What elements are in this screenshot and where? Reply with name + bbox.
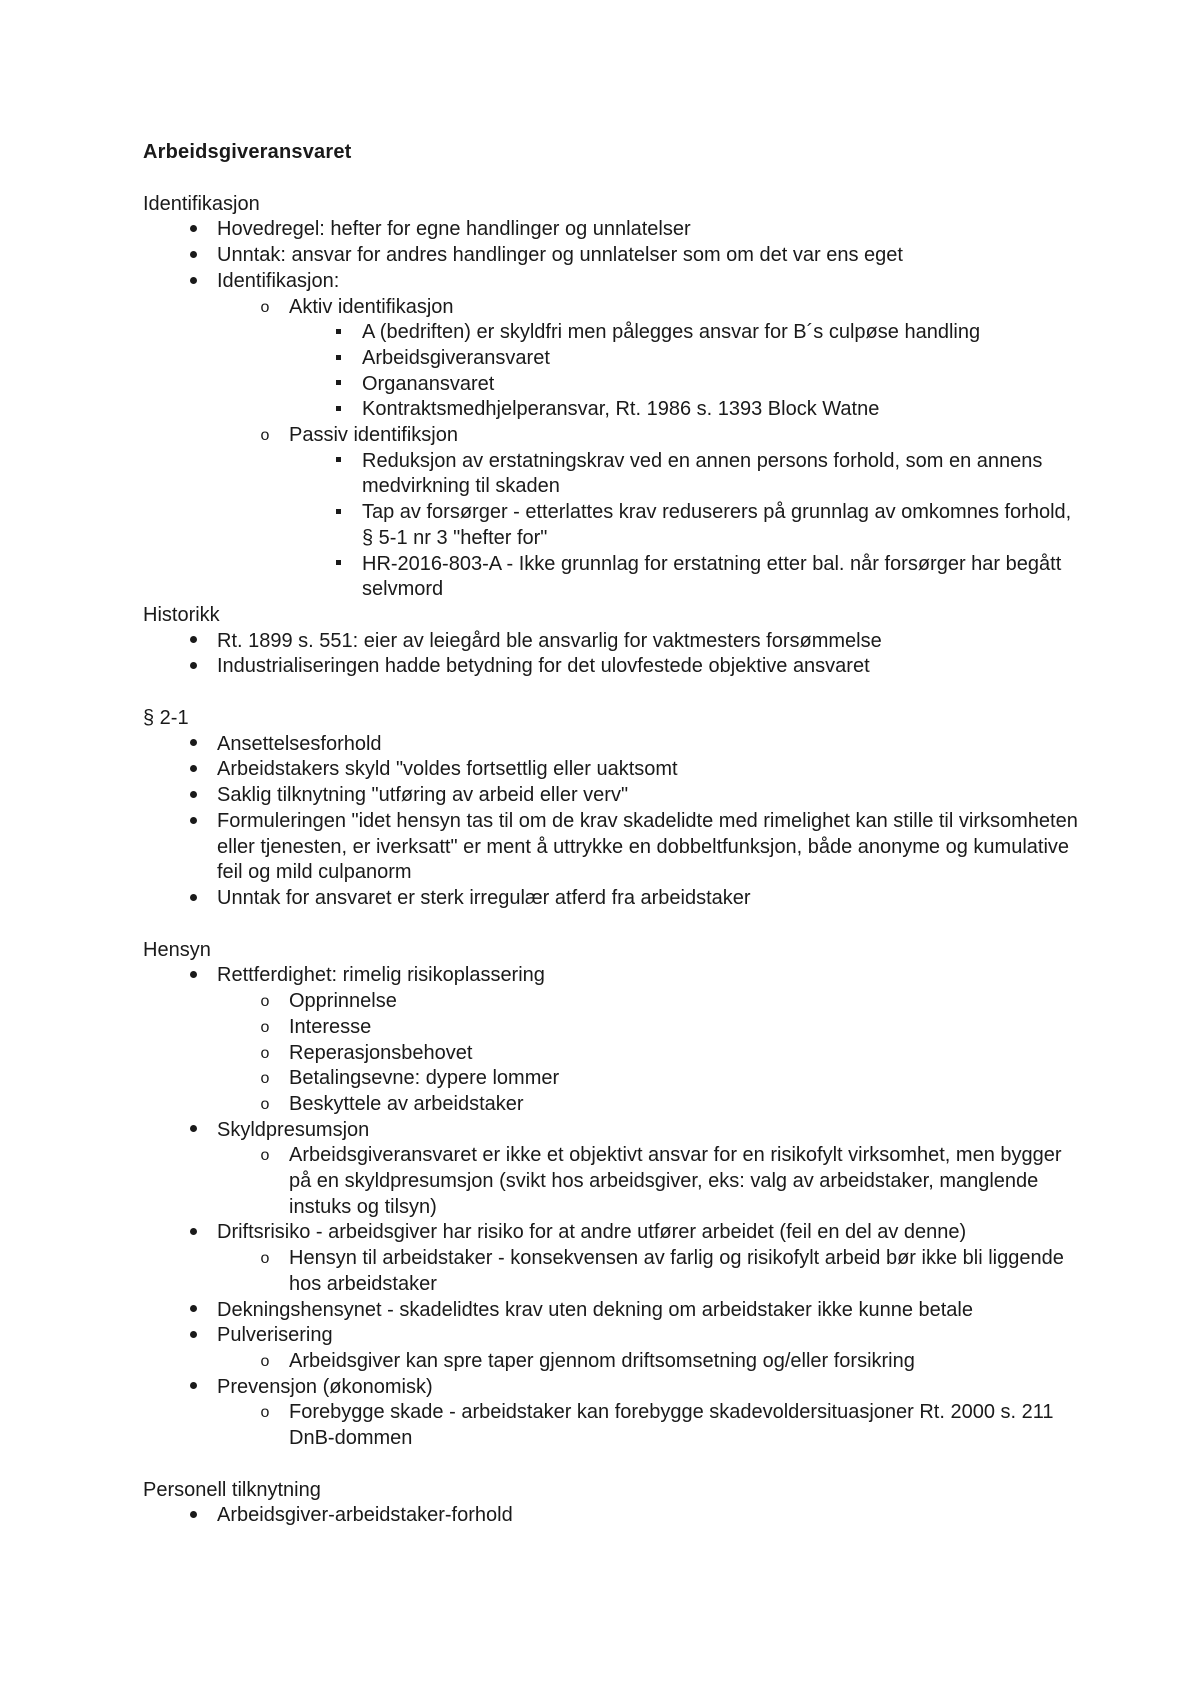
bullet-icon bbox=[183, 783, 203, 809]
circle-bullet-icon: o bbox=[260, 1404, 270, 1422]
bullet-icon bbox=[183, 243, 203, 269]
section-heading-historikk: Historikk bbox=[143, 603, 220, 626]
list-item: Pulverisering bbox=[143, 1323, 1083, 1349]
list-item: o Opprinnelse bbox=[143, 989, 1083, 1015]
list-item: Skyldpresumsjon bbox=[143, 1118, 1083, 1144]
list-item: A (bedriften) er skyldfri men pålegges ansvar for B´s culpøse handling bbox=[143, 320, 1083, 346]
bullet-icon bbox=[183, 1118, 203, 1144]
bullet-icon bbox=[183, 963, 203, 989]
list-item: o Betalingsevne: dypere lommer bbox=[143, 1066, 1083, 1092]
list-item: Arbeidstakers skyld "voldes fortsettlig eller uaktsomt bbox=[143, 757, 1083, 783]
document-title: Arbeidsgiveransvaret bbox=[143, 141, 352, 163]
circle-bullet-icon: o bbox=[260, 1070, 270, 1088]
circle-bullet-icon: o bbox=[260, 1095, 270, 1113]
identifikasjon-list bbox=[143, 217, 1083, 294]
list-item: o Arbeidsgiveransvaret er ikke et objektivt ansvar for en risikofylt virksomhet, men bygger på en skyldpresumsjon (svikt hos arbeidsgiver, eks: valg av arbeidstaker, manglende instuks og tilsyn) bbox=[143, 1143, 1083, 1220]
personell-list bbox=[143, 1503, 1083, 1529]
list-item: Saklig tilknytning "utføring av arbeid eller verv" bbox=[143, 783, 1083, 809]
list-item: Prevensjon (økonomisk) bbox=[143, 1375, 1083, 1401]
list-item: Arbeidsgiver-arbeidstaker-forhold bbox=[143, 1503, 1083, 1529]
circle-bullet-icon: o bbox=[260, 1147, 270, 1165]
bullet-icon bbox=[183, 629, 203, 655]
list-item: Industrialiseringen hadde betydning for det ulovfestede objektive ansvaret bbox=[143, 654, 1083, 680]
hensyn-list bbox=[143, 1375, 1083, 1401]
list-item: Rt. 1899 s. 551: eier av leiegård ble ansvarlig for vaktmesters forsømmelse bbox=[143, 629, 1083, 655]
list-item: o Arbeidsgiver kan spre taper gjennom driftsomsetning og/eller forsikring bbox=[143, 1349, 1083, 1375]
list-item: Reduksjon av erstatningskrav ved en annen persons forhold, som en annens medvirkning til skaden bbox=[143, 449, 1083, 500]
bullet-icon bbox=[183, 1220, 203, 1246]
list-item: o Forebygge skade - arbeidstaker kan forebygge skadevoldersituasjoner Rt. 2000 s. 211 DnB-dommen bbox=[143, 1400, 1083, 1451]
list-item: Arbeidsgiveransvaret bbox=[143, 346, 1083, 372]
list-item: Dekningshensynet - skadelidtes krav uten dekning om arbeidstaker ikke kunne betale bbox=[143, 1298, 1083, 1324]
list-item: o Hensyn til arbeidstaker - konsekvensen av farlig og risikofylt arbeid bør ikke bli liggende hos arbeidstaker bbox=[143, 1246, 1083, 1297]
section-heading-hensyn: Hensyn bbox=[143, 938, 211, 961]
circle-bullet-icon: o bbox=[260, 298, 270, 316]
hensyn-list bbox=[143, 963, 1083, 989]
list-item: Tap av forsørger - etterlattes krav reduserers på grunnlag av omkomnes forhold, § 5-1 nr 3 "hefter for" bbox=[143, 500, 1083, 551]
paragraf-list bbox=[143, 732, 1083, 912]
passiv-identifikasjon-list bbox=[143, 449, 1083, 603]
square-bullet-icon bbox=[328, 372, 348, 398]
circle-bullet-icon: o bbox=[260, 1352, 270, 1370]
circle-bullet-icon: o bbox=[260, 993, 270, 1011]
hensyn-list bbox=[143, 1298, 1083, 1349]
square-bullet-icon bbox=[328, 397, 348, 423]
bullet-icon bbox=[183, 269, 203, 295]
spacer bbox=[143, 680, 1083, 706]
square-bullet-icon bbox=[328, 320, 348, 346]
circle-bullet-icon: o bbox=[260, 1018, 270, 1036]
list-item: Identifikasjon: bbox=[143, 269, 1083, 295]
list-item: Ansettelsesforhold bbox=[143, 732, 1083, 758]
square-bullet-icon bbox=[328, 346, 348, 372]
circle-bullet-icon: o bbox=[260, 1044, 270, 1062]
list-item: Hovedregel: hefter for egne handlinger og unnlatelser bbox=[143, 217, 1083, 243]
driftsrisiko-list bbox=[143, 1246, 1083, 1297]
bullet-icon bbox=[183, 757, 203, 783]
skyldpresumsjon-list bbox=[143, 1143, 1083, 1220]
section-heading-personell: Personell tilknytning bbox=[143, 1478, 321, 1501]
circle-bullet-icon: o bbox=[260, 1250, 270, 1268]
bullet-icon bbox=[183, 217, 203, 243]
document-page bbox=[143, 140, 1083, 1529]
list-item: o Beskyttele av arbeidstaker bbox=[143, 1092, 1083, 1118]
section-heading-identifikasjon: Identifikasjon bbox=[143, 192, 260, 215]
list-item: Organansvaret bbox=[143, 372, 1083, 398]
bullet-icon bbox=[183, 1375, 203, 1401]
list-item: Formuleringen "idet hensyn tas til om de krav skadelidte med rimelighet kan stille til virksomheten eller tjenesten, er iverksatt" er ment å uttrykke en dobbeltfunksjon, både anonyme og kumulative feil og mild culpanorm bbox=[143, 809, 1083, 886]
identifikasjon-sublist bbox=[143, 295, 1083, 321]
spacer bbox=[143, 912, 1083, 938]
section-heading-paragraf: § 2-1 bbox=[143, 707, 189, 730]
bullet-icon bbox=[183, 1503, 203, 1529]
list-item: Kontraktsmedhjelperansvar, Rt. 1986 s. 1393 Block Watne bbox=[143, 397, 1083, 423]
circle-bullet-icon: o bbox=[260, 427, 270, 445]
square-bullet-icon bbox=[328, 552, 348, 578]
pulverisering-list bbox=[143, 1349, 1083, 1375]
bullet-icon bbox=[183, 1298, 203, 1324]
spacer bbox=[143, 1452, 1083, 1478]
historikk-list bbox=[143, 629, 1083, 680]
bullet-icon bbox=[183, 1323, 203, 1349]
list-item: o Passiv identifiksjon bbox=[143, 423, 1083, 449]
list-item: o Reperasjonsbehovet bbox=[143, 1041, 1083, 1067]
list-item: o Aktiv identifikasjon bbox=[143, 295, 1083, 321]
bullet-icon bbox=[183, 732, 203, 758]
square-bullet-icon bbox=[328, 500, 348, 526]
prevensjon-list bbox=[143, 1400, 1083, 1451]
list-item: Rettferdighet: rimelig risikoplassering bbox=[143, 963, 1083, 989]
list-item: HR-2016-803-A - Ikke grunnlag for erstatning etter bal. når forsørger har begått selvmord bbox=[143, 552, 1083, 603]
bullet-icon bbox=[183, 886, 203, 912]
rettferdighet-list bbox=[143, 989, 1083, 1118]
aktiv-identifikasjon-list bbox=[143, 320, 1083, 423]
identifikasjon-sublist bbox=[143, 423, 1083, 449]
list-item: Driftsrisiko - arbeidsgiver har risiko for at andre utfører arbeidet (feil en del av denne) bbox=[143, 1220, 1083, 1246]
bullet-icon bbox=[183, 654, 203, 680]
list-item: o Interesse bbox=[143, 1015, 1083, 1041]
hensyn-list bbox=[143, 1220, 1083, 1246]
bullet-icon bbox=[183, 809, 203, 835]
list-item: Unntak for ansvaret er sterk irregulær atferd fra arbeidstaker bbox=[143, 886, 1083, 912]
hensyn-list bbox=[143, 1118, 1083, 1144]
list-item: Unntak: ansvar for andres handlinger og unnlatelser som om det var ens eget bbox=[143, 243, 1083, 269]
square-bullet-icon bbox=[328, 449, 348, 475]
